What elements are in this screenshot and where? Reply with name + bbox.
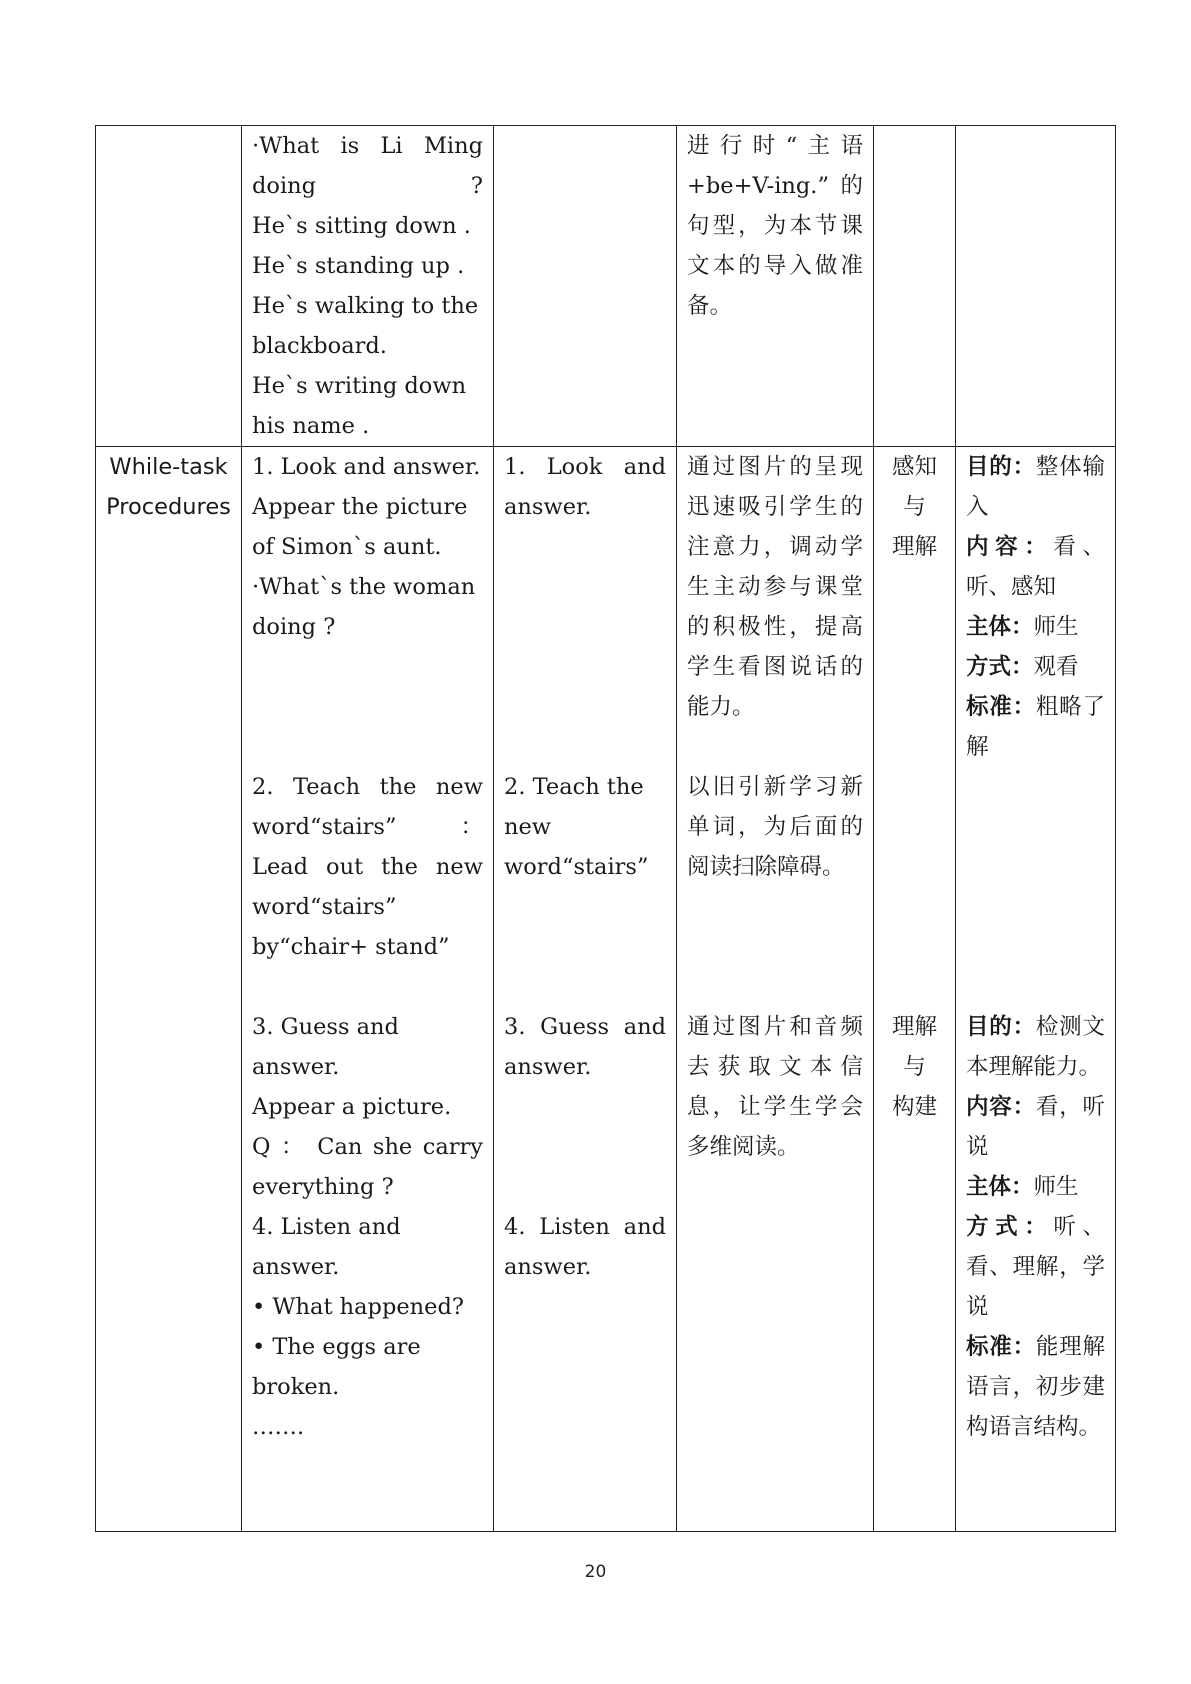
- purpose-cell: [677, 447, 874, 1532]
- table-row: [96, 126, 1116, 447]
- evaluation-text: 粗略了解: [966, 694, 1105, 760]
- teacher-activity-cell: [242, 447, 494, 1532]
- teacher-line: ·What`s the woman doing ?: [252, 574, 476, 640]
- teacher-line: He`s sitting down .: [252, 213, 471, 239]
- ability-text: 理解: [891, 1014, 937, 1040]
- purpose-text: 进行时“主语+be+V-ing.”的句型，为本节课文本的导入做准备。: [687, 133, 863, 319]
- teacher-line: • What happened?: [252, 1294, 464, 1320]
- evaluation-text: 整体输入: [966, 454, 1105, 520]
- teacher-line: 2. Teach the new word“stairs”：: [252, 774, 483, 840]
- evaluation-text: 师生: [1033, 1174, 1079, 1200]
- evaluation-block: [966, 447, 1105, 1007]
- student-activity-cell: [494, 447, 677, 1532]
- evaluation-label: 方式：: [966, 1214, 1054, 1240]
- evaluation-label: 内容：: [966, 1094, 1036, 1120]
- evaluation-label: 目的：: [966, 454, 1036, 480]
- step-1: [252, 447, 483, 767]
- evaluation-label: 内容：: [966, 534, 1054, 560]
- teacher-activity-cell: [242, 126, 494, 447]
- evaluation-label: 主体：: [966, 614, 1034, 640]
- teacher-line: ·What is Li Ming doing ?: [252, 133, 483, 199]
- evaluation-item: [966, 1007, 1105, 1087]
- purpose-text: 通过图片的呈现迅速吸引学生的注意力，调动学生主动参与课堂的积极性，提高学生看图说话的能力。: [687, 454, 863, 720]
- evaluation-item: [966, 647, 1105, 687]
- evaluation-label: 方式：: [966, 654, 1034, 680]
- table-row: [96, 447, 1116, 1532]
- evaluation-cell: [956, 447, 1116, 1532]
- teacher-line: He`s writing down his name .: [252, 373, 467, 439]
- teacher-line: 3. Guess and answer.: [252, 1014, 399, 1080]
- evaluation-text: 看、听、感知: [966, 534, 1105, 600]
- teacher-line: Appear a picture.: [252, 1094, 452, 1120]
- student-line: 1. Look and answer.: [504, 454, 666, 520]
- stage-cell: [96, 447, 242, 1532]
- stage-label: While-task: [109, 454, 228, 480]
- teacher-line: Q ： Can she carry everything ?: [252, 1134, 483, 1200]
- evaluation-cell: [956, 126, 1116, 447]
- evaluation-text: 师生: [1033, 614, 1079, 640]
- evaluation-item: [966, 1327, 1105, 1447]
- step-4: [252, 1207, 483, 1447]
- evaluation-item: [966, 1207, 1105, 1327]
- teacher-line: …….: [252, 1414, 305, 1440]
- ability-cell: [874, 447, 956, 1532]
- ability-text: 构建: [891, 1094, 937, 1120]
- evaluation-item: [966, 1167, 1105, 1207]
- ability-text: 感知: [891, 454, 937, 480]
- step-3: [252, 1007, 483, 1207]
- student-line: 3. Guess and answer.: [504, 1014, 666, 1080]
- evaluation-label: 标准：: [966, 694, 1036, 720]
- teacher-line: He`s walking to the blackboard.: [252, 293, 479, 359]
- evaluation-item: [966, 607, 1105, 647]
- evaluation-text: 观看: [1033, 654, 1079, 680]
- student-line: 2. Teach the new word“stairs”: [504, 774, 649, 880]
- evaluation-item: [966, 687, 1105, 767]
- stage-cell: [96, 126, 242, 447]
- teacher-line: 4. Listen and answer.: [252, 1214, 401, 1280]
- evaluation-label: 主体：: [966, 1174, 1034, 1200]
- stage-label: Procedures: [106, 494, 231, 520]
- evaluation-text: 听、看、理解，学说: [966, 1214, 1105, 1320]
- student-activity-cell: [494, 126, 677, 447]
- ability-text: 与: [903, 494, 926, 520]
- teacher-line: He`s standing up .: [252, 253, 465, 279]
- evaluation-item: [966, 527, 1105, 607]
- evaluation-label: 标准：: [966, 1334, 1036, 1360]
- evaluation-text: 看，听说: [966, 1094, 1105, 1160]
- lesson-plan-table: [95, 125, 1116, 1532]
- page-number: 20: [584, 1562, 607, 1582]
- ability-text: 与: [903, 1054, 926, 1080]
- teacher-line: • The eggs are broken.: [252, 1334, 421, 1400]
- teacher-line: Lead out the new word“stairs” by“chair+ stand”: [252, 854, 483, 960]
- evaluation-block: [966, 1007, 1105, 1447]
- evaluation-text: 能理解语言，初步建构语言结构。: [966, 1334, 1105, 1440]
- step-2: [252, 767, 483, 1007]
- purpose-cell: [677, 126, 874, 447]
- evaluation-item: [966, 1087, 1105, 1167]
- ability-cell: [874, 126, 956, 447]
- teacher-line: 1. Look and answer.: [252, 454, 481, 480]
- evaluation-text: 检测文本理解能力。: [966, 1014, 1105, 1080]
- evaluation-label: 目的：: [966, 1014, 1036, 1040]
- purpose-text: 以旧引新学习新单词，为后面的阅读扫除障碍。: [687, 774, 863, 880]
- evaluation-item: [966, 447, 1105, 527]
- student-line: 4. Listen and answer.: [504, 1214, 666, 1280]
- purpose-text: 通过图片和音频去获取文本信息，让学生学会多维阅读。: [687, 1014, 863, 1160]
- teacher-line: Appear the picture of Simon`s aunt.: [252, 494, 468, 560]
- ability-text: 理解: [891, 534, 937, 560]
